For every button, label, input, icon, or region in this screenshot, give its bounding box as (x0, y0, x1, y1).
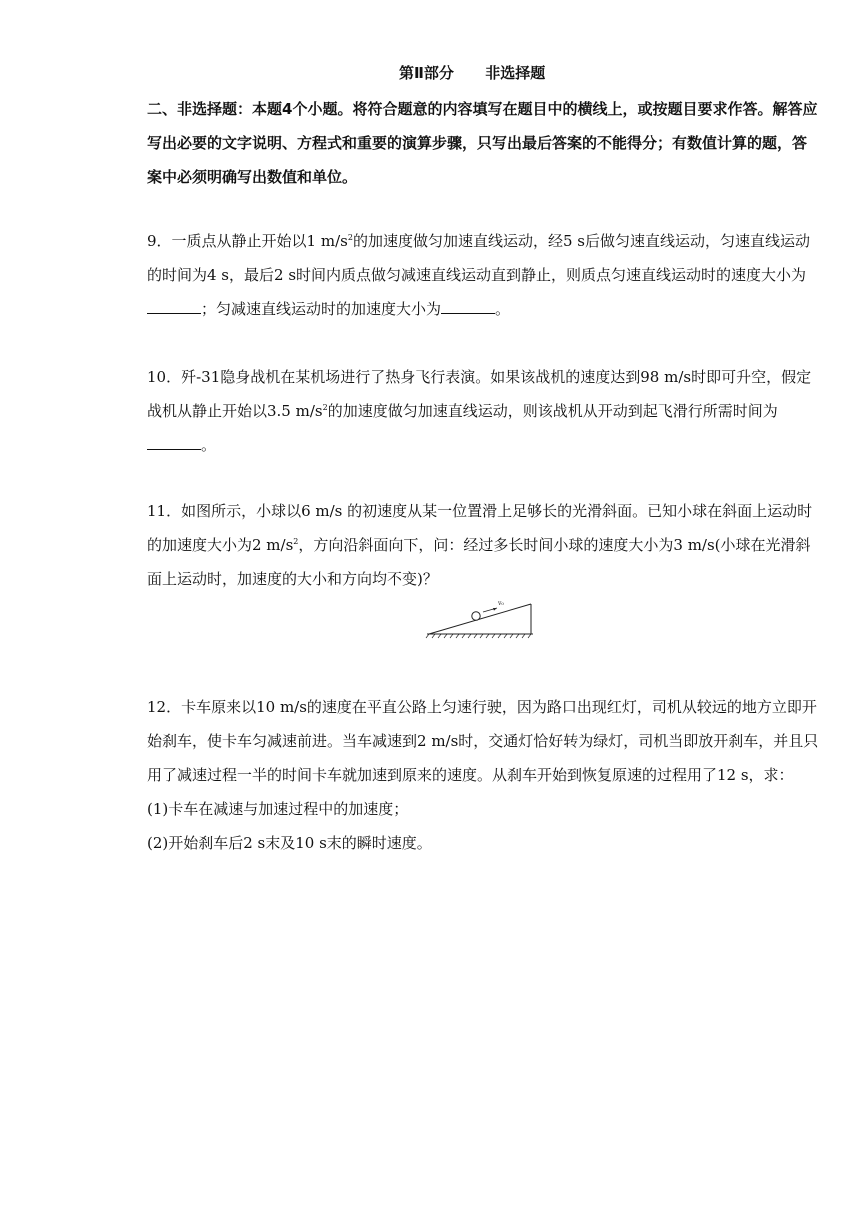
ball (472, 612, 480, 620)
question-10 (147, 360, 819, 462)
question-9-text-d: 。 (495, 300, 511, 318)
incline-ball-figure (425, 598, 537, 642)
velocity-label: v₀ (498, 600, 504, 607)
question-12-part-1: (1)卡车在减速与加速过程中的加速度； (147, 800, 409, 818)
question-10-text-b: 的加速度做匀加速直线运动，则该战机从开动到起飞滑行所需时间为 (327, 402, 778, 420)
velocity-arrowhead (493, 608, 497, 611)
question-12-part-2: (2)开始刹车后2 s末及10 s末的瞬时速度。 (147, 834, 432, 852)
superscript: 2 (293, 537, 299, 546)
question-10-text-c: 。 (201, 436, 217, 454)
question-9-text-a: 9．一质点从静止开始以1 m/s (147, 232, 348, 250)
part-title: 第Ⅱ部分 非选择题 (399, 64, 546, 82)
section-instructions: 二、非选择题：本题4个小题。将符合题意的内容填写在题目中的横线上，或按题目要求作答。解答应写出必要的文字说明、方程式和重要的演算步骤，只写出最后答案的不能得分；有数值计算的题，答案中必须明确写出数值和单位。 (147, 100, 818, 186)
superscript: 2 (347, 233, 353, 242)
question-9 (147, 224, 819, 326)
answer-blank-9-2[interactable] (441, 299, 495, 314)
question-9-text-b: 的加速度做匀加速直线运动，经5 s后做匀速直线运动，匀速直线运动的时间为4 s，最后2 s时间内质点做匀减速直线运动直到静止，则质点匀速直线运动时的速度大小为 (147, 232, 810, 284)
superscript: 2 (322, 403, 328, 412)
ground-hatching (426, 634, 531, 638)
question-11-text-b: ，方向沿斜面向下，问：经过多长时间小球的速度大小为3 m/s(小球在光滑斜面上运动时，加速度的大小和方向均不变)？ (147, 536, 811, 588)
answer-blank-10[interactable] (147, 435, 201, 450)
question-11 (147, 494, 819, 596)
question-11-text-a: 11．如图所示，小球以6 m/s 的初速度从某一位置滑上足够长的光滑斜面。已知小球在斜面上运动时的加速度大小为2 m/s (147, 502, 813, 554)
question-12 (147, 690, 819, 860)
incline-surface (429, 604, 531, 634)
answer-blank-9-1[interactable] (147, 299, 201, 314)
question-10-text-a: 10．歼-31隐身战机在某机场进行了热身飞行表演。如果该战机的速度达到98 m/s时即可升空，假定战机从静止开始以3.5 m/s (147, 368, 812, 420)
question-9-text-c: ；匀减速直线运动时的加速度大小为 (201, 300, 442, 318)
question-12-text: 12．卡车原来以10 m/s的速度在平直公路上匀速行驶，因为路口出现红灯，司机从较远的地方立即开始刹车，使卡车匀减速前进。当车减速到2 m/s时，交通灯恰好转为绿灯，司机当即放开刹车，并且只用了减速过程一半的时间卡车就加速到原来的速度。从刹车开始到恢复原速的过程用了12 s，求： (147, 698, 819, 784)
